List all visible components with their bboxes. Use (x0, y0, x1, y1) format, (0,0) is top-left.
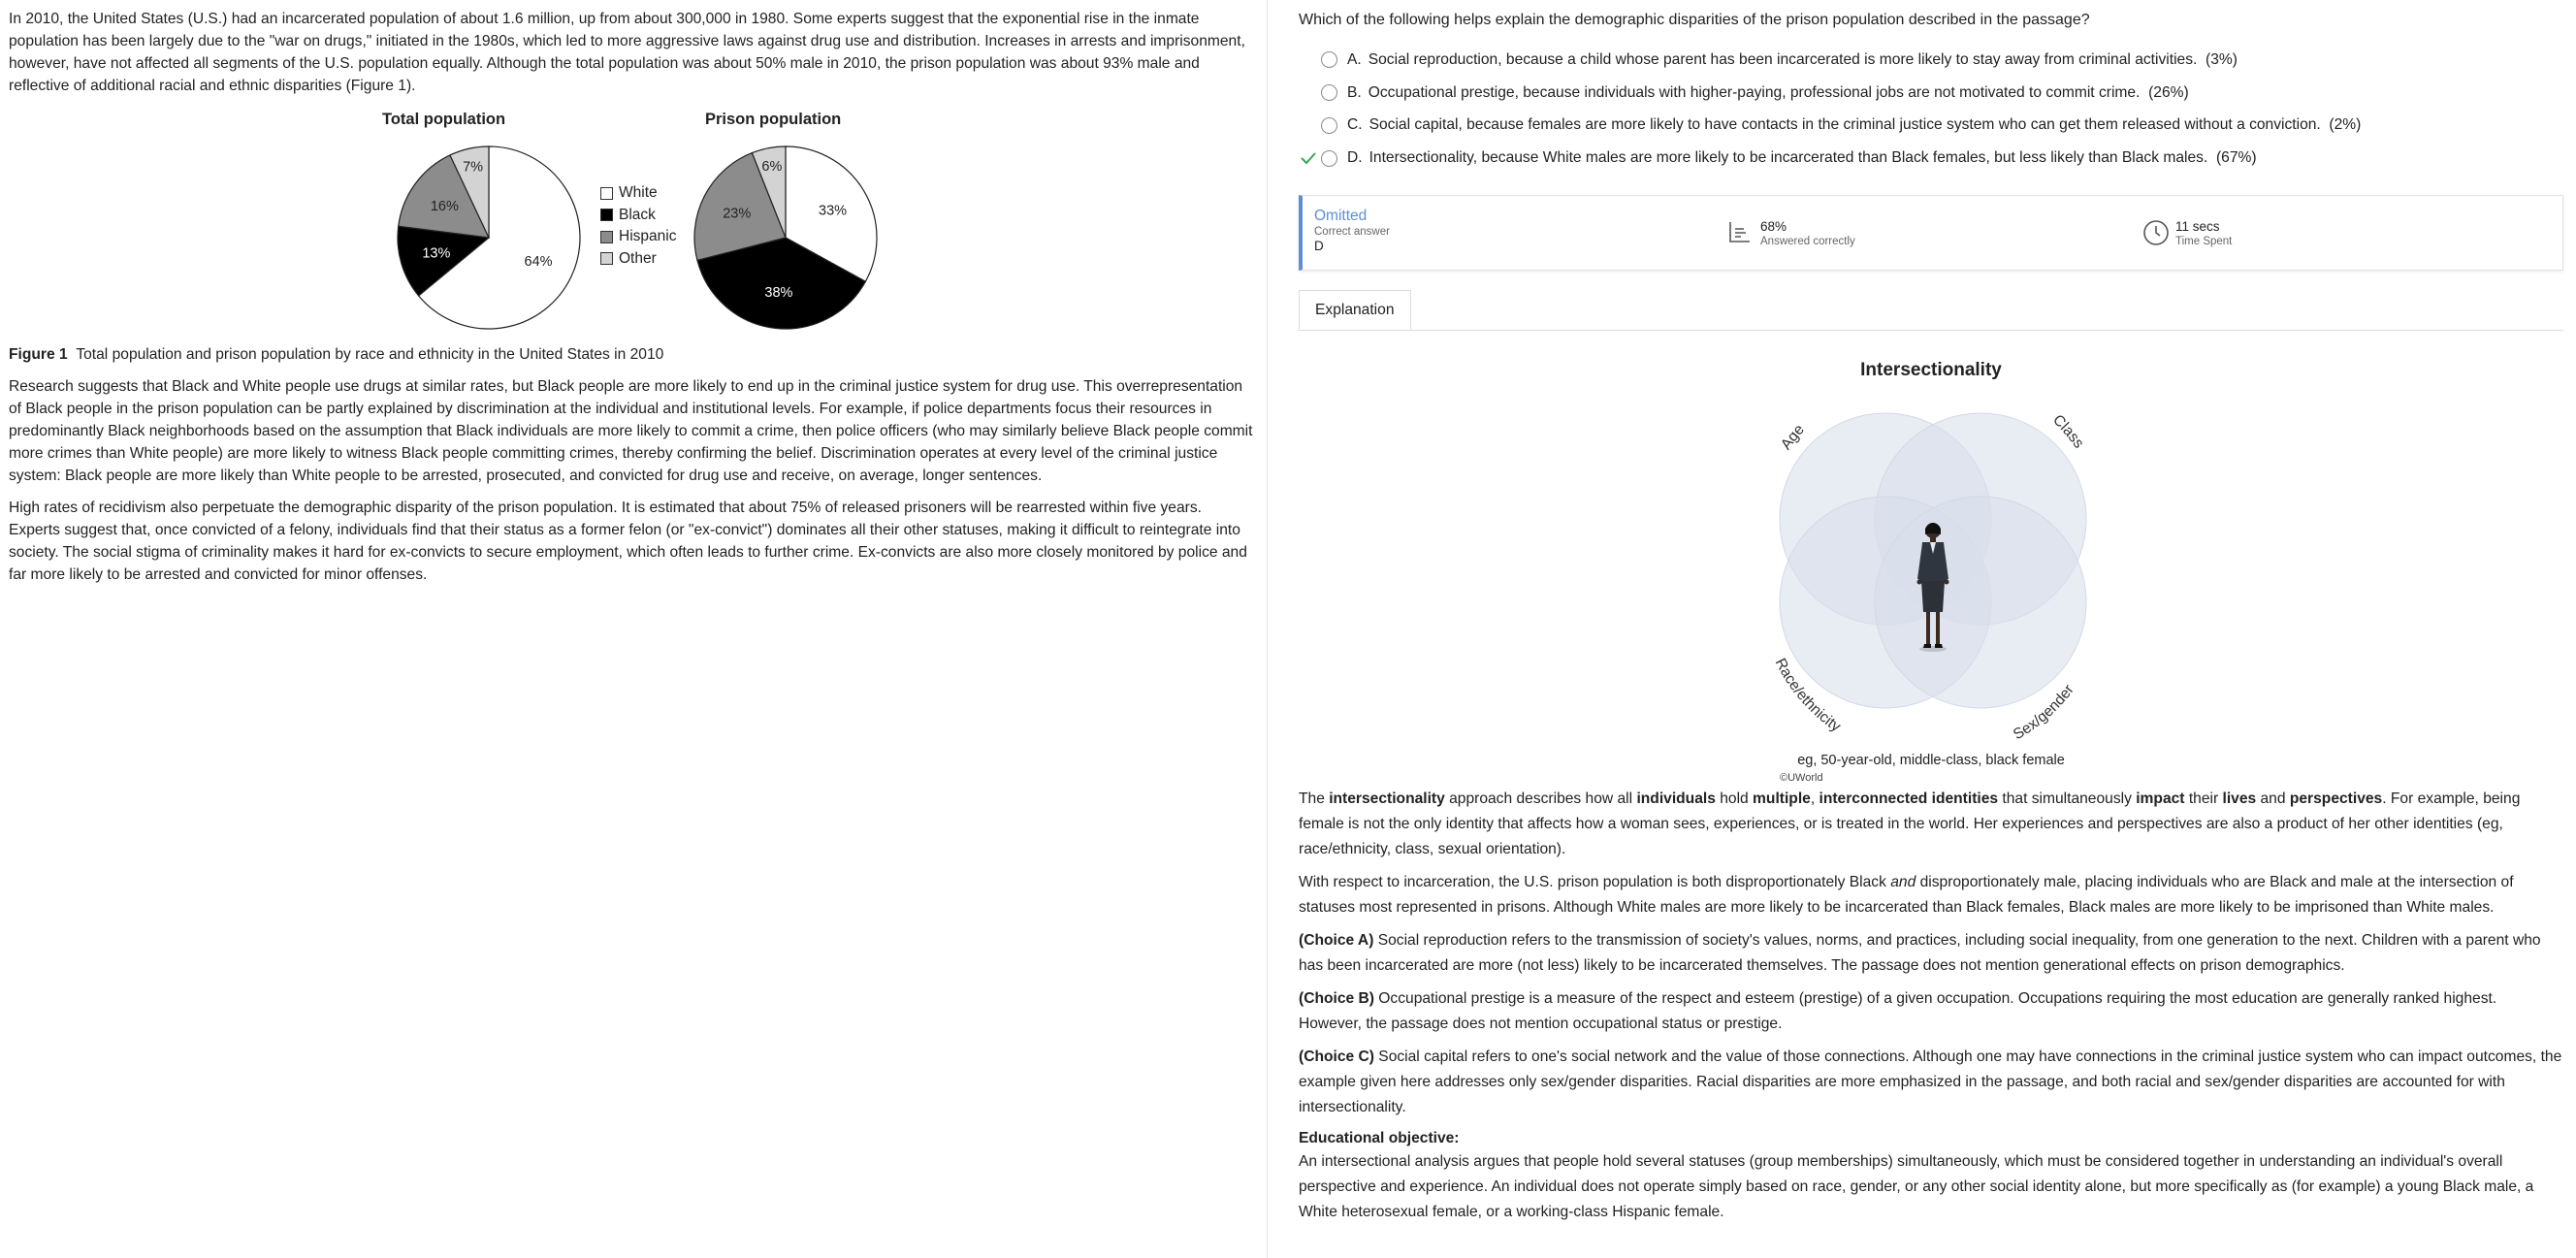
choice-d-text: Intersectionality, because White males are more likely to be incarcerated than Black females, but less likely than Black males. (1368, 149, 2208, 167)
correct-check-icon (1299, 148, 1318, 168)
passage-panel (0, 0, 1267, 1258)
choice-d-percent: (67%) (2215, 149, 2257, 167)
copyright: ©UWorld (1780, 772, 1823, 785)
choice-a-letter: A. (1347, 50, 1362, 68)
pie-label-other: 7% (463, 159, 484, 176)
exp-choice-c-text: Social capital refers to one's social network and the value of those connections. Although one may have connections in the criminal justice system who can impact outcomes, the example given here addresses only sex/gender disparities. Racial disparities are more emphasized in the passage, and both racial and sex/gender disparities are accounted for with intersectionality. (1299, 1048, 2562, 1116)
venn-diagram (1733, 387, 2133, 748)
correct-answer-label: Correct answer (1314, 226, 1390, 239)
choice-c-percent: (2%) (2329, 116, 2362, 134)
exp-p1-text: that simultaneously (1998, 790, 2137, 808)
passage-paragraph-1: In 2010, the United States (U.S.) had an incarcerated population of about 1.6 million, up from about 300,000 in 1980. Some experts suggest that the exponential rise in the inmate population has been largely due to the "war on drugs," initiated in the 1980s, which led to more aggressive laws against drug use and distribution. Increases in arrests and imprisonment, however, have not affected all segments of the U.S. population equally. Although the total population was about 50% male in 2010, the prison population was about 93% male and reflective of additional racial and ethnic disparities (Figure 1). (9, 11, 1245, 94)
time-spent: 11 secs (2175, 219, 2220, 235)
exp-p1-text: approach describes how all (1444, 790, 1637, 808)
legend-swatch-other (600, 252, 613, 265)
pie-title-prison: Prison population (705, 111, 842, 128)
figure-label: Figure 1 (9, 346, 68, 363)
legend-label-hispanic: Hispanic (619, 228, 677, 245)
explanation-tabs (1299, 290, 2563, 331)
choice-b[interactable] (1299, 77, 2576, 110)
choice-b-text: Occupational prestige, because individuals with higher-paying, professional jobs are not motivated to commit crime. (1368, 83, 2141, 101)
question-panel (1268, 0, 2576, 1258)
stat-correct-answer (1314, 208, 1390, 254)
explanation-choice-b (1299, 986, 2563, 1037)
exp-p1-text: hold (1715, 790, 1754, 808)
exp-choice-b-label: (Choice B) (1299, 990, 1374, 1008)
exp-p1-bold: intersectionality (1329, 790, 1445, 808)
passage-paragraph-3: High rates of recidivism also perpetuate the demographic disparity of the prison population. It is estimated that about 75% of released prisoners will be rearrested within five years. Experts suggest that, once convicted of a felony, individuals find that their status as a former felon (or "ex-convict") dominates all their other statuses, making it difficult to reintegrate into society. The social stigma of criminality makes it hard for ex-convicts to secure employment, which often leads to further crime. Ex-convicts are also more closely monitored by police and far more likely to be arrested and convicted for minor offenses. (9, 500, 1247, 583)
intersectionality-diagram (1299, 331, 2576, 787)
pie-label-other: 6% (761, 159, 783, 176)
exp-p1-text: The (1299, 790, 1330, 808)
exp-p2-italic: and (1890, 874, 1916, 891)
choice-a[interactable] (1299, 44, 2576, 77)
legend-swatch-hispanic (600, 231, 613, 243)
figure-1 (9, 107, 1257, 330)
venn-label-class: Class (2049, 411, 2087, 452)
stat-time-spent (2142, 219, 2232, 248)
pie-title-total: Total population (382, 111, 506, 128)
choice-b-letter: B. (1347, 83, 1362, 101)
exp-p1-text: , (1810, 790, 1819, 808)
explanation-choice-c (1299, 1045, 2563, 1120)
exp-p1-text: their (2184, 790, 2223, 808)
venn-label-age: Age (1778, 421, 1808, 454)
answer-choices (1299, 44, 2576, 175)
exp-p1-bold: multiple (1753, 790, 1811, 808)
exp-choice-b-text: Occupational prestige is a measure of the respect and esteem (prestige) of a given occupation. Occupations requiring the most education are generally ranked highest. However, the passage does not mention occupational status or prestige. (1299, 990, 2497, 1033)
explanation-choice-a (1299, 928, 2563, 979)
legend-swatch-black (600, 209, 613, 221)
passage-paragraph-2: Research suggests that Black and White people use drugs at similar rates, but Black people are more likely to end up in the criminal justice system for drug use. This overrepresentation of Black people in the prison population can be partly explained by discrimination at the individual and institutional levels. For example, if police departments focus their resources in predominantly Black neighborhoods based on the assumption that Black individuals are more likely to commit a crime, then police officers (who may similarly believe Black people commit more crimes than White people) are more likely to witness Black people committing crimes, thereby confirming the belief. Discrimination operates at every level of the criminal justice system: Black people are more likely than White people to be arrested, prosecuted, and convicted for drug use and receive, on average, longer sentences. (9, 378, 1253, 484)
percent-correct: 68% (1760, 219, 1787, 235)
choice-b-percent: (26%) (2148, 83, 2189, 101)
figure-caption-text: Total population and prison population by race and ethnicity in the United States in 2010 (76, 346, 664, 363)
exp-p1-text: . For example, being female is not the only identity that affects how a woman sees, experiences, or is treated in the world. Her experiences and perspectives are also a product of her other identities (eg, race/ethnicity, class, sexual orientation). (1299, 790, 2521, 858)
radio-choice-d[interactable] (1321, 150, 1337, 167)
explanation-paragraph-2 (1299, 870, 2563, 920)
choice-d-letter: D. (1347, 149, 1363, 167)
choice-c-letter: C. (1347, 116, 1363, 134)
pie-label-black: 13% (422, 245, 451, 262)
choice-a-percent: (3%) (2206, 50, 2238, 68)
exp-choice-c-label: (Choice C) (1299, 1048, 1374, 1066)
pie-label-black: 38% (764, 284, 793, 301)
exp-p2-text-b: disproportionately male, placing individuals who are Black and male at the intersection of statuses most represented in prisons. Although White males are more likely to be incarcerated than Black females, Black males are more likely to be imprisoned than White males. (1299, 874, 2514, 917)
correct-answer-value: D (1314, 239, 1324, 254)
pie-total-population (390, 139, 588, 337)
tab-explanation[interactable]: Explanation (1299, 290, 1411, 330)
venn-label-race: Race/ethnicity (1771, 656, 1844, 736)
exp-p1-text: and (2256, 790, 2290, 808)
venn-circle-sex (1875, 497, 2086, 708)
radio-choice-c[interactable] (1321, 117, 1337, 134)
percent-correct-label: Answered correctly (1760, 236, 1855, 248)
clock-icon (2142, 219, 2170, 246)
pie-label-hispanic: 23% (723, 206, 752, 222)
legend-swatch-white (600, 187, 613, 200)
exp-choice-a-text: Social reproduction refers to the transmission of society's values, norms, and practices, including social inequality, from one generation to the next. Children with a parent who has been incarcerated are more (not less) likely to be incarcerated themselves. The passage does not mention generational effects on prison demographics. (1299, 932, 2541, 975)
chart-legend (600, 182, 676, 270)
exp-choice-a-label: (Choice A) (1299, 932, 1374, 950)
exp-p1-bold: individuals (1636, 790, 1716, 808)
educational-objective-text: An intersectional analysis argues that people hold several statuses (group memberships) simultaneously, which must be considered together in understanding an individual's overall perspective and experience. An individual does not operate simply based on race, gender, or any other social identity alone, but more specifically as (for example) a young Black male, a White heterosexual female, or a working-class Hispanic female. (1299, 1153, 2534, 1221)
venn-caption: eg, 50-year-old, middle-class, black female (1797, 753, 2065, 769)
radio-choice-b[interactable] (1321, 84, 1337, 101)
legend-item-hispanic (600, 226, 676, 248)
pie-label-white: 64% (524, 254, 553, 271)
educational-objective-title: Educational objective: (1299, 1130, 1460, 1147)
pie-label-hispanic: 16% (430, 198, 459, 214)
choice-d[interactable] (1299, 142, 2576, 175)
legend-label-black: Black (619, 206, 656, 223)
bar-chart-icon (1727, 219, 1753, 244)
choice-c[interactable] (1299, 110, 2576, 143)
legend-label-white: White (619, 184, 658, 202)
figure-caption (9, 343, 1257, 366)
exp-p1-bold: interconnected identities (1819, 790, 1999, 808)
radio-choice-a[interactable] (1321, 51, 1337, 68)
explanation-paragraph-1 (1299, 787, 2563, 862)
stat-answered-correctly (1727, 219, 1855, 248)
legend-item-other (600, 248, 676, 271)
exp-p1-bold: perspectives (2289, 790, 2383, 808)
exp-p1-bold: impact (2136, 790, 2185, 808)
legend-label-other: Other (619, 249, 657, 267)
exp-p2-text-a: With respect to incarceration, the U.S. prison population is both disproportionately Black (1299, 874, 1891, 891)
venn-label-sex: Sex/gender (2010, 682, 2077, 744)
omitted-status: Omitted (1314, 208, 1368, 225)
choice-c-text: Social capital, because females are more likely to have contacts in the criminal justice system who can get them released without a conviction. (1368, 116, 2321, 134)
choice-a-text: Social reproduction, because a child whose parent has been incarcerated is more likely to stay away from criminal activities. (1368, 50, 2198, 68)
venn-title: Intersectionality (1860, 360, 2002, 381)
legend-item-white (600, 182, 676, 205)
answer-stats-bar (1299, 195, 2563, 271)
legend-item-black (600, 205, 676, 227)
pie-label-white: 33% (819, 203, 848, 219)
time-spent-label: Time Spent (2175, 236, 2233, 248)
pie-prison-population (687, 139, 885, 337)
question-stem: Which of the following helps explain the demographic disparities of the prison population described in the passage? (1299, 12, 2090, 28)
exp-p1-bold: lives (2222, 790, 2257, 808)
